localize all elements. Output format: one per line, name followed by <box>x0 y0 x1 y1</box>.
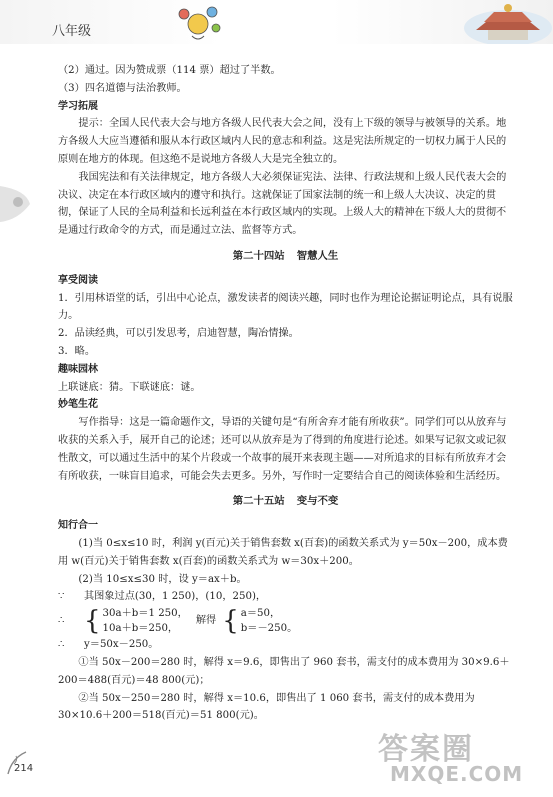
reading-heading: 享受阅读 <box>58 274 98 286</box>
equation-system <box>58 606 513 636</box>
watermark-logo: 答案圈 <box>378 732 474 767</box>
math-part-1: (1)当 0≤x≤10 时，利润 y(百元)关于销售套数 x(百套)的函数关系式为 y＝50x－200，成本费用 w(百元)关于销售套数 x(百套)的函数关系式为 w＝30x＋200。 <box>58 537 508 567</box>
grade-label: 八年级 <box>52 24 92 39</box>
equation-1: 30a＋b＝1 250， <box>102 608 188 620</box>
riddle-answer: 上联谜底：猜。下联谜底：谜。 <box>58 381 201 393</box>
writing-heading: 妙笔生花 <box>58 399 98 411</box>
solution-a: a＝50， <box>240 608 281 620</box>
page-number: 214 <box>14 763 34 774</box>
right-brace: { <box>222 606 239 637</box>
practice-heading: 知行合一 <box>58 520 98 532</box>
reading-item-2: 2．品读经典，可以引发思考，启迪智慧，陶冶情操。 <box>58 328 299 340</box>
result-text: y＝50x－250。 <box>84 639 159 651</box>
station-24-title <box>58 248 513 266</box>
reading-item-1: 1．引用林语堂的话，引出中心论点，激发读者的阅读兴趣，同时也作为理论论据证明论点，具有说服力。 <box>58 292 513 322</box>
left-brace: { <box>84 606 101 637</box>
station-24-name: 智慧人生 <box>296 249 339 262</box>
reading-item-3: 3．略。 <box>58 345 96 357</box>
math-part-2: (2)当 10≤x≤30 时，设 y＝ax＋b。 <box>78 573 247 585</box>
station-25-number: 第二十五站 <box>232 495 285 508</box>
therefore-symbol: ∴ <box>58 615 65 627</box>
temple-decoration-icon <box>418 0 553 44</box>
station-25-title <box>58 493 513 511</box>
because-text: 其图象过点(30，1 250)，(10，250)， <box>84 591 267 603</box>
case-1: ①当 50x－200＝280 时，解得 x＝9.6，即售出了 960 套书，需支付的成本费用为 30×9.6＋200＝488(百元)＝48 800(元)； <box>58 656 510 686</box>
case-2: ②当 50x－250＝280 时，解得 x＝10.6，即售出了 1 060 套书，需支付的成本费用为 30×10.6＋200＝518(百元)＝51 800(元)。 <box>58 692 475 722</box>
therefore-symbol-2: ∴ <box>58 639 65 651</box>
station-25-name: 变与不变 <box>296 495 339 508</box>
page-content <box>58 62 513 725</box>
expand-heading: 学习拓展 <box>58 100 98 112</box>
writing-guide: 写作指导：这是一篇命题作文，导语的关键句是“有所舍弃才能有所收获”。同学们可以从放弃与收获的关系入手，展开自己的论述；还可以从放弃是为了得到的角度进行论述。如果写记叙文或记叙性散文，可以通过生活中的某个片段或一个故事的展开来表现主题——对所追求的目标有所放弃才会有所收获，一味盲目追求，可能会失去更多。另外，写作时一定要结合自己的阅读体验和生活经历。 <box>58 417 507 482</box>
solve-word: 解得 <box>195 615 217 627</box>
law-paragraph-1: 提示：全国人民代表大会与地方各级人民代表大会之间，没有上下级的领导与被领导的关系。地方各级人大应当遵循和服从本行政区域内人民的意志和利益。这是宪法所规定的一切权力属于人民的原则在地方的体现。但这绝不是说地方各级人大是完全独立的。 <box>58 118 507 165</box>
result-line <box>58 636 513 654</box>
cartoon-decoration-icon <box>168 2 232 44</box>
system-left <box>84 606 188 636</box>
because-symbol: ∵ <box>58 591 65 603</box>
answer-3: （3）四名道德与法治教师。 <box>58 82 187 94</box>
station-24-number: 第二十四站 <box>232 249 285 262</box>
law-paragraph-2: 我国宪法和有关法律规定，地方各级人大必须保证宪法、法律、行政法规和上级人民代表大会的决议、决定在本行政区域内的遵守和执行。这就保证了国家法制的统一和上级人大决议、决定的贯彻，保证了人民的全局利益和长远利益在本行政区域内的实现。上级人大的精神在下级人大的贯彻不是通过行政命令的方式，而是通过立法、监督等方式。 <box>58 171 507 237</box>
bird-decoration-icon <box>0 176 40 226</box>
garden-heading: 趣味园林 <box>58 363 98 375</box>
watermark-url: MXQE.COM <box>390 762 524 786</box>
solution-b: b＝－250。 <box>240 623 298 635</box>
because-line <box>58 588 513 606</box>
equation-2: 10a＋b＝250， <box>102 623 179 635</box>
system-right <box>222 606 297 636</box>
answer-2: （2）通过。因为赞成票（114 票）超过了半数。 <box>58 65 281 76</box>
